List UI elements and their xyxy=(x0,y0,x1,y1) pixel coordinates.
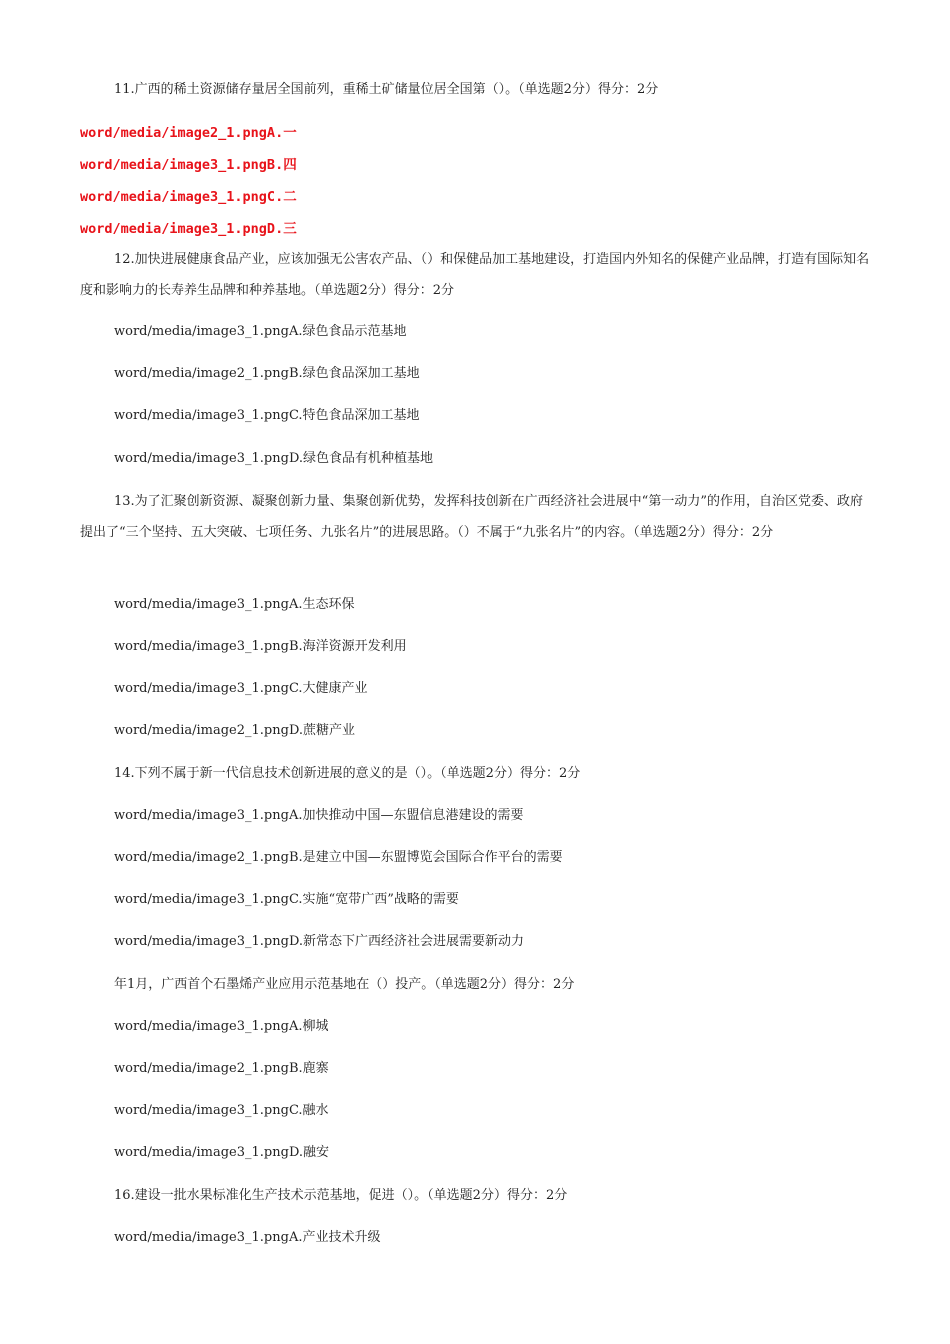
q12-option-b: word/media/image2_1.pngB.绿色食品深加工基地 xyxy=(114,366,420,381)
q12-option-d: word/media/image3_1.pngD.绿色食品有机种植基地 xyxy=(114,451,434,466)
q11-option-a: word/media/image2_1.pngA.一 xyxy=(80,125,297,141)
q16-option-a: word/media/image3_1.pngA.产业技术升级 xyxy=(114,1230,381,1245)
question-11-text: 11.广西的稀土资源储存量居全国前列，重稀土矿储量位居全国第（）。（单选题2分）得分：2分 xyxy=(114,82,659,97)
q13-option-c: word/media/image3_1.pngC.大健康产业 xyxy=(114,681,368,696)
q15-option-d: word/media/image3_1.pngD.融安 xyxy=(114,1145,330,1160)
q14-option-a: word/media/image3_1.pngA.加快推动中国—东盟信息港建设的需要 xyxy=(114,808,524,823)
q11-option-c: word/media/image3_1.pngC.二 xyxy=(80,189,297,205)
question-13-text: 13.为了汇聚创新资源、凝聚创新力量、集聚创新优势，发挥科技创新在广西经济社会进展中“第一动力”的作用，自治区党委、政府提出了“三个坚持、五大突破、七项任务、九张名片”的进展思路。（）不属于“九张名片”的内容。（单选题2分）得分：2分 xyxy=(80,494,863,540)
q14-option-c: word/media/image3_1.pngC.实施“宽带广西”战略的需要 xyxy=(114,892,459,907)
q11-option-d: word/media/image3_1.pngD.三 xyxy=(80,221,297,237)
q14-option-b: word/media/image2_1.pngB.是建立中国—东盟博览会国际合作平台的需要 xyxy=(114,850,563,865)
q13-option-b: word/media/image3_1.pngB.海洋资源开发利用 xyxy=(114,639,407,654)
q12-option-c: word/media/image3_1.pngC.特色食品深加工基地 xyxy=(114,408,420,423)
q15-option-b: word/media/image2_1.pngB.鹿寨 xyxy=(114,1061,329,1076)
q15-option-a: word/media/image3_1.pngA.柳城 xyxy=(114,1019,329,1034)
q11-option-b: word/media/image3_1.pngB.四 xyxy=(80,157,297,173)
q13-option-a: word/media/image3_1.pngA.生态环保 xyxy=(114,597,355,612)
q14-option-d: word/media/image3_1.pngD.新常态下广西经济社会进展需要新动力 xyxy=(114,934,525,949)
q12-option-a: word/media/image3_1.pngA.绿色食品示范基地 xyxy=(114,324,407,339)
question-16-text: 16.建设一批水果标准化生产技术示范基地，促进（）。（单选题2分）得分：2分 xyxy=(114,1188,568,1203)
q13-option-d: word/media/image2_1.pngD.蔗糖产业 xyxy=(114,723,356,738)
q15-option-c: word/media/image3_1.pngC.融水 xyxy=(114,1103,329,1118)
question-14-text: 14.下列不属于新一代信息技术创新进展的意义的是（）。（单选题2分）得分：2分 xyxy=(114,766,581,781)
question-15-text: 年1月，广西首个石墨烯产业应用示范基地在（）投产。（单选题2分）得分：2分 xyxy=(114,977,575,992)
question-12-text: 12.加快进展健康食品产业，应该加强无公害农产品、（）和保健品加工基地建设，打造国内外知名的保健产业品牌，打造有国际知名度和影响力的长寿养生品牌和种养基地。（单选题2分）得分：2分 xyxy=(80,252,870,298)
